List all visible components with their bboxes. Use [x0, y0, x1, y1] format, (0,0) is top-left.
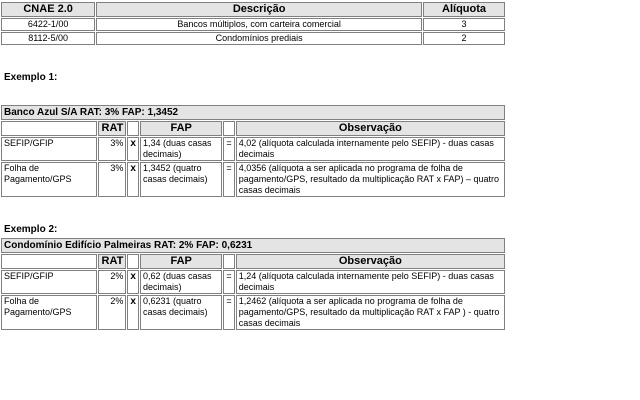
- cnae-rate: 3: [423, 18, 505, 31]
- obs-value: 1,2462 (alíquota a ser aplicada no programa de folha de pagamento/GPS, resultado da multiplicação RAT x FAP ) - quatro casas decimais: [236, 295, 505, 330]
- equals-sign: =: [223, 270, 234, 294]
- empty-cell: [223, 121, 234, 136]
- cnae-header-code: CNAE 2.0: [1, 2, 95, 17]
- cnae-code: 6422-1/00: [1, 18, 95, 31]
- table-row: [1, 32, 505, 45]
- table-row: [1, 137, 505, 161]
- row-name: SEFIP/GFIP: [1, 270, 97, 294]
- table-row: [1, 18, 505, 31]
- cnae-description: Condomínios prediais: [96, 32, 422, 45]
- obs-value: 4,02 (alíquota calculada internamente pelo SEFIP) - duas casas decimais: [236, 137, 505, 161]
- rat-value: 2%: [98, 295, 126, 330]
- equals-sign: =: [223, 295, 234, 330]
- fap-value: 0,6231 (quatro casas decimais): [140, 295, 222, 330]
- rat-value: 2%: [98, 270, 126, 294]
- example2-label: Exemplo 2:: [4, 224, 58, 235]
- cnae-table: [0, 1, 506, 46]
- empty-cell: [223, 254, 234, 269]
- fap-value: 1,3452 (quatro casas decimais): [140, 162, 222, 197]
- row-name: Folha de Pagamento/GPS: [1, 162, 97, 197]
- multiply-sign: x: [127, 162, 139, 197]
- obs-header: Observação: [236, 121, 505, 136]
- empty-cell: [1, 121, 97, 136]
- cnae-description: Bancos múltiplos, com carteira comercial: [96, 18, 422, 31]
- example1-label: Exemplo 1:: [4, 72, 58, 83]
- multiply-sign: x: [127, 137, 139, 161]
- example2-table: [0, 237, 506, 331]
- equals-sign: =: [223, 137, 234, 161]
- fap-header: FAP: [140, 121, 222, 136]
- rat-header: RAT: [98, 121, 126, 136]
- multiply-sign: x: [127, 295, 139, 330]
- cnae-header-row: [1, 2, 505, 17]
- table-row: [1, 270, 505, 294]
- cnae-code: 8112-5/00: [1, 32, 95, 45]
- row-name: SEFIP/GFIP: [1, 137, 97, 161]
- cnae-header-rate: Alíquota: [423, 2, 505, 17]
- empty-cell: [127, 254, 139, 269]
- example2-title: Condomínio Edifício Palmeiras RAT: 2% FAP: 0,6231: [1, 238, 505, 253]
- obs-value: 1,24 (alíquota calculada internamente pelo SEFIP) - duas casas decimais: [236, 270, 505, 294]
- example1-table: [0, 104, 506, 198]
- obs-header: Observação: [236, 254, 505, 269]
- table-row: [1, 162, 505, 197]
- cnae-rate: 2: [423, 32, 505, 45]
- obs-value: 4,0356 (alíquota a ser aplicada no programa de folha de pagamento/GPS, resultado da multiplicação RAT x FAP) – quatro casas decimais: [236, 162, 505, 197]
- empty-cell: [1, 254, 97, 269]
- example2-header-row: [1, 254, 505, 269]
- table-row: [1, 295, 505, 330]
- fap-value: 0,62 (duas casas decimais): [140, 270, 222, 294]
- empty-cell: [127, 121, 139, 136]
- cnae-header-description: Descrição: [96, 2, 422, 17]
- multiply-sign: x: [127, 270, 139, 294]
- fap-value: 1,34 (duas casas decimais): [140, 137, 222, 161]
- example1-header-row: [1, 121, 505, 136]
- equals-sign: =: [223, 162, 234, 197]
- rat-value: 3%: [98, 162, 126, 197]
- fap-header: FAP: [140, 254, 222, 269]
- example1-title: Banco Azul S/A RAT: 3% FAP: 1,3452: [1, 105, 505, 120]
- rat-header: RAT: [98, 254, 126, 269]
- rat-value: 3%: [98, 137, 126, 161]
- row-name: Folha de Pagamento/GPS: [1, 295, 97, 330]
